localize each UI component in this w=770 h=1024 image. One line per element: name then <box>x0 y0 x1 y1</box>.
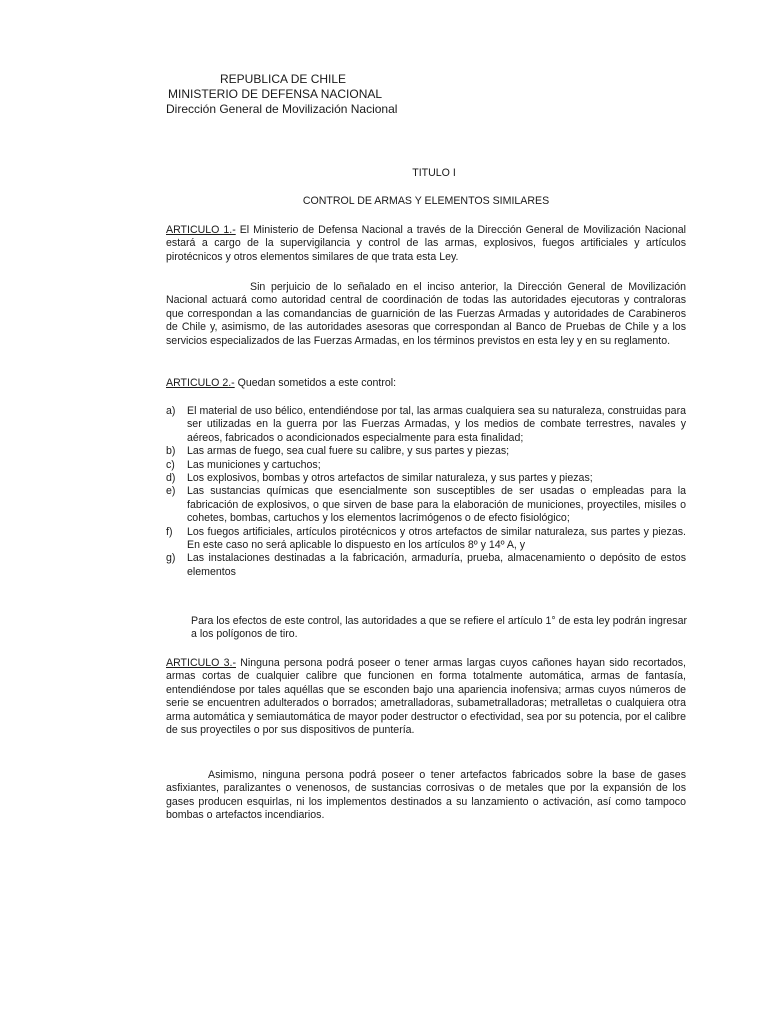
article-1-label: ARTICULO 1.- <box>166 224 236 236</box>
article-3-label: ARTICULO 3.- <box>166 657 236 669</box>
list-item-text: Las sustancias químicas que esencialmente son susceptibles de ser usadas o empleadas para la fabricación de explosivos, o que sirven de base para la elaboración de municiones, proyectiles, misiles o cohetes, bombas, cartuchos y los elementos lacrimógenos o de efecto fisiológico; <box>187 485 686 525</box>
list-item <box>166 459 686 472</box>
list-item-text: Los fuegos artificiales, artículos pirotécnicos y otros artefactos de similar naturaleza, sus partes y piezas. En este caso no será aplicable lo dispuesto en los artículos 8º y 14º A, y <box>187 525 686 552</box>
list-item <box>166 445 686 458</box>
list-item-text: Las municiones y cartuchos; <box>187 458 321 471</box>
article-1-paragraph-2: Sin perjuicio de lo señalado en el inciso anterior, la Dirección General de Movilización Nacional actuará como autoridad central de coordinación de todas las autoridades ejecutoras y contraloras que correspondan a las comandancias de guarnición de las Fuerzas Armadas y autoridades de Carabineros de Chile y, asimismo, de las autoridades asesoras que correspondan al Banco de Pruebas de Chile y a los servicios especializados de las Fuerzas Armadas, en los términos previstos en esta ley y en su reglamento. <box>166 281 686 347</box>
list-item-marker: a) <box>166 405 176 417</box>
list-item-marker: b) <box>166 445 176 458</box>
subtitle-heading: CONTROL DE ARMAS Y ELEMENTOS SIMILARES <box>302 195 550 207</box>
list-item-marker: e) <box>166 485 176 498</box>
list-item <box>166 526 686 553</box>
title-heading: TITULO I <box>412 167 456 179</box>
list-item-marker: f) <box>166 525 173 538</box>
article-1-paragraph <box>166 224 686 264</box>
article-3-text: Ninguna persona podrá poseer o tener armas largas cuyos cañones hayan sido recortados, armas cortas de cualquier calibre que funcionen en forma totalmente automática, armas de fantasía, entendiéndose por tales aquéllas que se esconden bajo una apariencia inofensiva; armas cuyos números de serie se encuentren adulterados o borrados; ametralladoras, subametralladoras; metralletas o cualquiera otra arma automática y semiautomática de mayor poder destructor o efectividad, sea por su potencia, por el calibre de sus proyectiles o por sus dispositivos de puntería. <box>166 657 686 737</box>
list-item-marker: d) <box>166 472 176 485</box>
list-item-marker: c) <box>166 458 175 471</box>
list-item <box>166 405 686 445</box>
list-item-text: Los explosivos, bombas y otros artefactos de similar naturaleza, y sus partes y piezas; <box>187 472 593 485</box>
list-item <box>166 485 686 525</box>
document-header <box>166 72 426 117</box>
article-3-paragraph <box>166 657 686 737</box>
article-3-paragraph-2: Asimismo, ninguna persona podrá poseer o tener artefactos fabricados sobre la base de gases asfixiantes, paralizantes o venenosos, de sustancias corrosivas o de metales que por la expansión de los gases producen esquirlas, ni los implementos destinados a su lanzamiento o activación, así como tampoco bombas o artefactos incendiarios. <box>166 769 686 822</box>
list-item <box>166 552 686 579</box>
list-item-marker: g) <box>166 552 176 565</box>
list-item-text: Las instalaciones destinadas a la fabricación, armaduría, prueba, almacenamiento o depósito de estos elementos <box>187 552 686 578</box>
article-2-list <box>166 405 686 579</box>
list-item <box>166 472 686 485</box>
article-2-text: Quedan sometidos a este control: <box>234 377 397 389</box>
header-country: REPUBLICA DE CHILE <box>220 72 347 86</box>
article-2-label: ARTICULO 2.- <box>166 377 235 389</box>
article-2-note: Para los efectos de este control, las autoridades a que se refiere el artículo 1° de esta ley podrán ingresar a los polígonos de tiro. <box>191 615 687 641</box>
header-ministry: MINISTERIO DE DEFENSA NACIONAL <box>168 87 383 101</box>
article-2-paragraph <box>166 377 686 390</box>
article-1-text: El Ministerio de Defensa Nacional a través de la Dirección General de Movilización Nacional estará a cargo de la supervigilancia y control de las armas, explosivos, fuegos artificiales y artículos pirotécnicos y otros elementos similares de que trata esta Ley. <box>166 224 686 263</box>
list-item-text: Las armas de fuego, sea cual fuere su calibre, y sus partes y piezas; <box>187 445 510 458</box>
header-directorate: Dirección General de Movilización Nacional <box>166 102 398 116</box>
list-item-text: El material de uso bélico, entendiéndose por tal, las armas cualquiera sea su naturaleza, construidas para ser utilizadas en la guerra por las Fuerzas Armadas, y los medios de combate terrestres, navales y aéreos, fabricados o acondicionados especialmente para esta finalidad; <box>187 405 686 444</box>
